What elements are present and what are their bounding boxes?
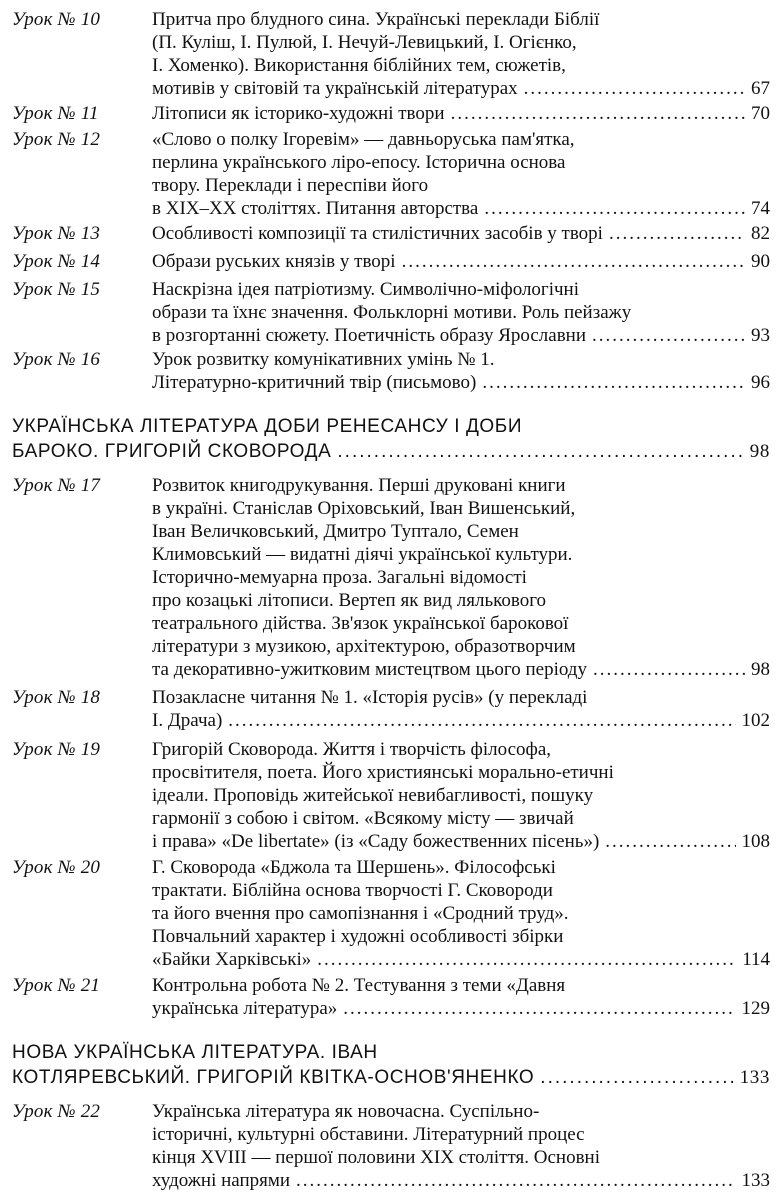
page-number: 98 — [751, 659, 770, 680]
title-line: Особливості композиції та стилістичних засобів у творі — [152, 223, 603, 244]
title-line: просвітителя, поета. Його християнські морально-етичні — [152, 762, 614, 783]
title-line: Образи руських князів у творі — [152, 251, 396, 272]
page-number: 98 — [749, 441, 770, 462]
title-line: гармонії з собою і світом. «Всякому місту — звичай — [152, 808, 574, 829]
lesson-title — [152, 222, 770, 245]
title-line: «Слово о полку Ігоревім» — давньоруська пам'ятка, — [152, 129, 575, 150]
title-line: Історично-мемуарна проза. Загальні відомості — [152, 567, 527, 588]
lesson-title — [152, 974, 770, 1020]
lesson-label: Урок № 10 — [12, 9, 101, 30]
page-number: 74 — [751, 198, 770, 219]
title-line: в україні. Станіслав Оріховський, Іван Вишенський, — [152, 498, 576, 519]
dot-leader — [228, 709, 735, 732]
lesson-label: Урок № 12 — [12, 129, 101, 150]
dot-leader — [402, 250, 745, 273]
title-line: Притча про блудного сина. Українські переклади Біблії — [152, 9, 600, 30]
title-line: перлина українського ліро-епосу. Історична основа — [152, 152, 566, 173]
dot-leader — [524, 77, 745, 100]
title-line: образи та їхнє значення. Фольклорні мотиви. Роль пейзажу — [152, 302, 632, 323]
dot-leader — [296, 1169, 735, 1192]
dot-leader — [484, 197, 745, 220]
title-line: в розгортанні сюжету. Поетичність образу Ярославни — [152, 325, 587, 346]
dot-leader — [317, 948, 736, 971]
lesson-title — [152, 474, 770, 681]
lesson-label: Урок № 11 — [12, 103, 99, 124]
dot-leader — [343, 997, 735, 1020]
section-title-line: БАРОКО. ГРИГОРІЙ СКОВОРОДА — [12, 441, 332, 462]
title-line: Розвиток книгодрукування. Перші друковані книги — [152, 475, 566, 496]
section-title-line: УКРАЇНСЬКА ЛІТЕРАТУРА ДОБИ РЕНЕСАНСУ І ДОБИ — [12, 416, 523, 437]
page-number: 108 — [741, 831, 770, 852]
dot-leader — [482, 371, 745, 394]
title-line: історичні, культурні обставини. Літературний процес — [152, 1124, 585, 1145]
dot-leader — [337, 439, 743, 464]
title-line: Урок розвитку комунікативних умінь № 1. — [152, 349, 495, 370]
page-number: 102 — [741, 710, 770, 731]
title-line: ідеали. Проповідь житейської невибагливості, пошуку — [152, 785, 594, 806]
title-line: І. Хоменко). Використання біблійних тем, сюжетів, — [152, 55, 566, 76]
title-line: «Байки Харківські» — [152, 949, 312, 970]
lesson-label: Урок № 14 — [12, 251, 101, 272]
title-line: Іван Величковський, Дмитро Туптало, Семен — [152, 521, 519, 542]
section-heading-renaissance-baroque — [12, 414, 770, 464]
title-line: в XIX–XX століттях. Питання авторства — [152, 198, 479, 219]
title-line: Літературно-критичний твір (письмово) — [152, 372, 477, 393]
title-line: І. Драча) — [152, 710, 223, 731]
page-number: 67 — [751, 78, 770, 99]
lesson-title — [152, 738, 770, 853]
page-number: 129 — [741, 998, 770, 1019]
dot-leader — [593, 658, 745, 681]
lesson-title — [152, 686, 770, 732]
lesson-title — [152, 856, 770, 971]
lesson-title — [152, 1100, 770, 1192]
page-number: 70 — [751, 103, 770, 124]
page-number: 114 — [742, 949, 770, 970]
lesson-title — [152, 250, 770, 273]
section-heading-new-literature — [12, 1040, 770, 1090]
page-number: 90 — [751, 251, 770, 272]
section-title-line: КОТЛЯРЕВСЬКИЙ. ГРИГОРІЙ КВІТКА-ОСНОВ'ЯНЕНКО — [12, 1067, 535, 1088]
lesson-label: Урок № 22 — [12, 1101, 101, 1122]
title-line: художні напрями — [152, 1170, 291, 1191]
dot-leader — [592, 324, 745, 347]
title-line: та декоративно-ужитковим мистецтвом цього періоду — [152, 659, 587, 680]
title-line: українська література» — [152, 998, 338, 1019]
lesson-label: Урок № 17 — [12, 475, 101, 496]
dot-leader — [609, 222, 745, 245]
title-line: Климовський — видатні діячі української культури. — [152, 544, 573, 565]
page-number: 93 — [751, 325, 770, 346]
title-line: Наскрізна ідея патріотизму. Символічно-міфологічні — [152, 279, 580, 300]
title-line: театрального дійства. Зв'язок української барокової — [152, 613, 569, 634]
lesson-label: Урок № 21 — [12, 975, 101, 996]
title-line: і права» «De libertate» (із «Саду божественних пісень») — [152, 831, 600, 852]
title-line: Григорій Сковорода. Життя і творчість філософа, — [152, 739, 551, 760]
title-line: Позакласне читання № 1. «Історія русів» (у перекладі — [152, 687, 588, 708]
title-line: про козацькі літописи. Вертеп як вид лялькового — [152, 590, 547, 611]
lesson-label: Урок № 16 — [12, 349, 101, 370]
title-line: Українська література як новочасна. Суспільно- — [152, 1101, 540, 1122]
title-line: трактати. Біблійна основа творчості Г. Сковороди — [152, 880, 553, 901]
title-line: Літописи як історико-художні твори — [152, 103, 445, 124]
lesson-label: Урок № 18 — [12, 687, 101, 708]
lesson-title — [152, 278, 770, 347]
title-line: Повчальний характер і художні особливості збірки — [152, 926, 564, 947]
lesson-label: Урок № 19 — [12, 739, 101, 760]
title-line: Контрольна робота № 2. Тестування з теми «Давня — [152, 975, 566, 996]
dot-leader — [540, 1065, 733, 1090]
title-line: Г. Сковорода «Бджола та Шершень». Філософські — [152, 857, 556, 878]
lesson-title — [152, 128, 770, 220]
dot-leader — [605, 830, 735, 853]
lesson-title — [152, 102, 770, 125]
title-line: кінця XVIII — першої половини XIX століття. Основні — [152, 1147, 600, 1168]
page-number: 96 — [751, 372, 770, 393]
page-number: 133 — [741, 1170, 770, 1191]
lesson-title — [152, 8, 770, 100]
page-number: 133 — [739, 1067, 770, 1088]
title-line: та його вчення про самопізнання і «Сродний труд». — [152, 903, 569, 924]
dot-leader — [451, 102, 745, 125]
title-line: мотивів у світовій та українській літературах — [152, 78, 518, 99]
page-number: 82 — [751, 223, 770, 244]
title-line: літератури з музикою, архітектурою, образотворчим — [152, 636, 576, 657]
lesson-label: Урок № 15 — [12, 279, 101, 300]
lesson-label: Урок № 13 — [12, 223, 101, 244]
title-line: (П. Куліш, І. Пулюй, І. Нечуй-Левицький, І. Огієнко, — [152, 32, 577, 53]
lesson-title — [152, 348, 770, 394]
lesson-label: Урок № 20 — [12, 857, 101, 878]
section-title-line: НОВА УКРАЇНСЬКА ЛІТЕРАТУРА. ІВАН — [12, 1042, 378, 1063]
title-line: твору. Переклади і переспіви його — [152, 175, 429, 196]
